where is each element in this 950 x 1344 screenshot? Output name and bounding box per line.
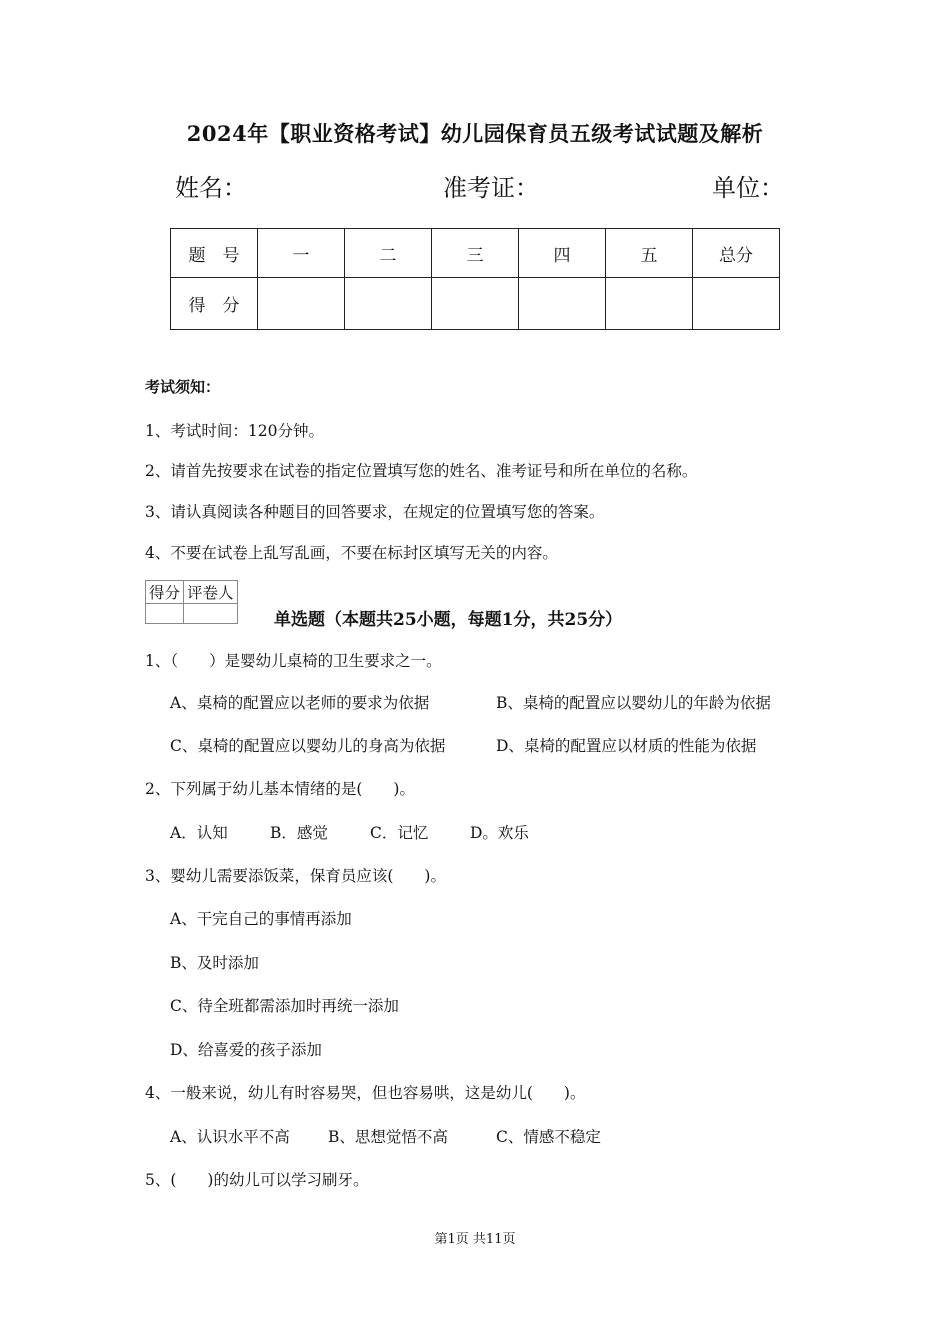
question-option: B、桌椅的配置应以婴幼儿的年龄为依据 <box>496 694 771 712</box>
question-option: C、情感不稳定 <box>496 1128 601 1146</box>
grader-score-cell <box>146 604 184 624</box>
question-option: D、给喜爱的孩子添加 <box>170 1041 322 1059</box>
question-option: D。欢乐 <box>470 824 529 842</box>
score-table-header-row <box>171 229 780 278</box>
exam-number-label: 准考证： <box>443 174 539 202</box>
score-cell <box>432 278 519 330</box>
question-option: C、待全班都需添加时再统一添加 <box>170 997 399 1015</box>
section-title: 单选题（本题共25小题，每题1分，共25分） <box>274 610 623 630</box>
question-option: B、及时添加 <box>170 954 259 972</box>
question-option: B、思想觉悟不高 <box>328 1128 448 1146</box>
grader-name-label: 评卷人 <box>184 581 238 604</box>
question-option: A、认识水平不高 <box>170 1128 290 1146</box>
question-option: A、桌椅的配置应以老师的要求为依据 <box>170 694 430 712</box>
grader-box <box>145 580 238 624</box>
question-stem: 1、（ ）是婴幼儿桌椅的卫生要求之一。 <box>145 652 442 670</box>
score-cell <box>345 278 432 330</box>
page-footer: 第1页 共11页 <box>434 1232 516 1247</box>
score-cell <box>519 278 606 330</box>
page-title: 2024年【职业资格考试】幼儿园保育员五级考试试题及解析 <box>186 121 764 146</box>
score-header-cell: 总分 <box>693 229 780 278</box>
question-stem: 2、下列属于幼儿基本情绪的是( )。 <box>145 780 415 798</box>
notice-item: 3、请认真阅读各种题目的回答要求，在规定的位置填写您的答案。 <box>145 503 605 521</box>
unit-label: 单位： <box>712 174 784 202</box>
notice-item: 2、请首先按要求在试卷的指定位置填写您的姓名、准考证号和所在单位的名称。 <box>145 462 698 480</box>
question-stem: 5、( )的幼儿可以学习刷牙。 <box>145 1171 369 1189</box>
notice-item: 1、考试时间：120分钟。 <box>145 422 324 440</box>
score-cell <box>606 278 693 330</box>
score-header-cell: 题 号 <box>171 229 258 278</box>
question-option: A．认知 <box>170 824 228 842</box>
question-option: D、桌椅的配置应以材质的性能为依据 <box>496 737 757 755</box>
score-cell <box>693 278 780 330</box>
score-header-cell: 一 <box>258 229 345 278</box>
score-header-cell: 四 <box>519 229 606 278</box>
grader-name-cell <box>184 604 238 624</box>
score-header-cell: 三 <box>432 229 519 278</box>
notice-title: 考试须知： <box>145 378 221 396</box>
score-row-label: 得 分 <box>171 278 258 330</box>
question-stem: 3、婴幼儿需要添饭菜，保育员应该( )。 <box>145 867 446 885</box>
notice-item: 4、不要在试卷上乱写乱画，不要在标封区填写无关的内容。 <box>145 544 558 562</box>
score-table-score-row <box>171 278 780 330</box>
score-header-cell: 五 <box>606 229 693 278</box>
grader-score-label: 得分 <box>146 581 184 604</box>
question-option: A、干完自己的事情再添加 <box>170 910 352 928</box>
score-cell <box>258 278 345 330</box>
question-option: B．感觉 <box>270 824 328 842</box>
name-label: 姓名： <box>175 174 247 202</box>
score-table <box>170 228 780 330</box>
question-option: C、桌椅的配置应以婴幼儿的身高为依据 <box>170 737 446 755</box>
question-option: C．记忆 <box>370 824 429 842</box>
score-header-cell: 二 <box>345 229 432 278</box>
question-stem: 4、一般来说，幼儿有时容易哭，但也容易哄，这是幼儿( )。 <box>145 1084 586 1102</box>
